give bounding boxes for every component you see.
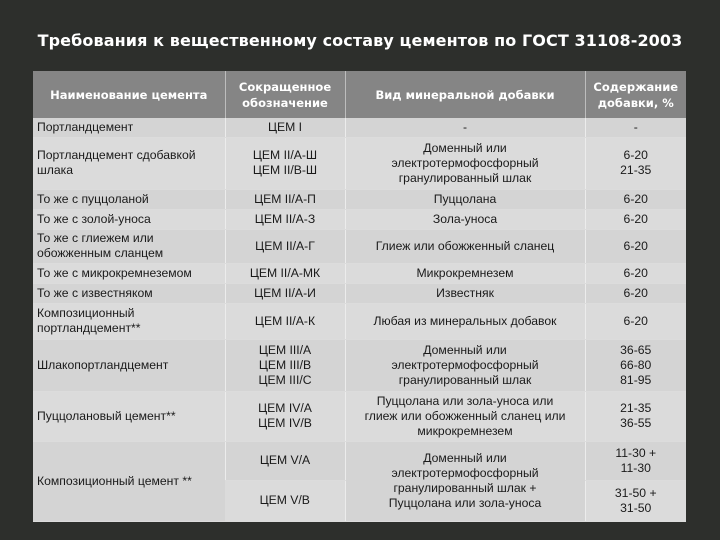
cell-additive-content: 11-30 + 11-30: [585, 441, 686, 480]
table-row: [33, 303, 686, 339]
table-row: [33, 283, 686, 303]
cell-abbreviation: ЦЕМ II/А-МК: [225, 263, 345, 283]
cell-abbreviation: ЦЕМ II/А-К: [225, 303, 345, 339]
cell-cement-name: Композиционный портландцемент**: [33, 303, 225, 339]
cell-additive-type: Пуццолана или зола-уноса или глиеж или обожженный сланец или микрокремнезем: [345, 391, 585, 441]
cell-cement-name: То же с микрокремнеземом: [33, 263, 225, 283]
cell-cement-name: Портландцемент сдобавкой шлака: [33, 137, 225, 189]
cell-additive-content: 31-50 + 31-50: [585, 480, 686, 521]
cell-additive-content: -: [585, 118, 686, 137]
header-abbreviation: Сокращенное обозначение: [225, 71, 345, 118]
table-row: [33, 189, 686, 209]
cell-cement-name: Пуццолановый цемент**: [33, 391, 225, 441]
header-cement-name: Наименование цемента: [33, 71, 225, 118]
cell-additive-content: 6-20: [585, 209, 686, 229]
cell-cement-name: Шлакопортландцемент: [33, 339, 225, 391]
cell-cement-name: То же с пуццоланой: [33, 189, 225, 209]
cell-additive-type: Доменный или электротермофосфорный гранулированный шлак: [345, 339, 585, 391]
table-row: [33, 339, 686, 391]
cell-cement-name: То же с глиежем или обожженным сланцем: [33, 229, 225, 263]
cell-additive-content: 6-20: [585, 303, 686, 339]
table-row: [33, 118, 686, 137]
cell-additive-content: 6-20 21-35: [585, 137, 686, 189]
cell-abbreviation: ЦЕМ V/А: [225, 441, 345, 480]
cell-additive-content: 6-20: [585, 229, 686, 263]
cell-additive-type: Пуццолана: [345, 189, 585, 209]
cell-additive-type: Любая из минеральных добавок: [345, 303, 585, 339]
cell-abbreviation: ЦЕМ I: [225, 118, 345, 137]
cell-abbreviation: ЦЕМ IV/А ЦЕМ IV/В: [225, 391, 345, 441]
cell-additive-type: Микрокремнезем: [345, 263, 585, 283]
cell-abbreviation: ЦЕМ V/В: [225, 480, 345, 521]
cell-abbreviation: ЦЕМ III/А ЦЕМ III/В ЦЕМ III/С: [225, 339, 345, 391]
cell-abbreviation: ЦЕМ II/А-Г: [225, 229, 345, 263]
cell-additive-type: Известняк: [345, 283, 585, 303]
cell-additive-type: -: [345, 118, 585, 137]
cell-additive-type: Глиеж или обожженный сланец: [345, 229, 585, 263]
cell-additive-content: 21-35 36-55: [585, 391, 686, 441]
table: [33, 71, 686, 522]
cell-additive-type: Доменный или электротермофосфорный гранулированный шлак: [345, 137, 585, 189]
cell-additive-content: 6-20: [585, 263, 686, 283]
cement-requirements-table: [33, 71, 686, 521]
header-additive-content: Содержание добавки, %: [585, 71, 686, 118]
cell-cement-name: Портландцемент: [33, 118, 225, 137]
page-title: Требования к вещественному составу цементов по ГОСТ 31108-2003: [37, 31, 683, 50]
table-row: [33, 441, 686, 480]
header-additive-type: Вид минеральной добавки: [345, 71, 585, 118]
table-row: [33, 391, 686, 441]
table-header-row: [33, 71, 686, 118]
cell-cement-name: Композиционный цемент **: [33, 441, 225, 521]
cell-additive-type: Зола-уноса: [345, 209, 585, 229]
table-row: [33, 263, 686, 283]
cell-abbreviation: ЦЕМ II/А-П: [225, 189, 345, 209]
cell-additive-content: 36-65 66-80 81-95: [585, 339, 686, 391]
cell-additive-type: Доменный или электротермофосфорный гранулированный шлак + Пуццолана или зола-уноса: [345, 441, 585, 521]
cell-abbreviation: ЦЕМ II/А-Ш ЦЕМ II/В-Ш: [225, 137, 345, 189]
cell-cement-name: То же с золой-уноса: [33, 209, 225, 229]
cell-cement-name: То же с известняком: [33, 283, 225, 303]
cell-additive-content: 6-20: [585, 189, 686, 209]
cell-abbreviation: ЦЕМ II/А-И: [225, 283, 345, 303]
table-row: [33, 229, 686, 263]
table-row: [33, 137, 686, 189]
cell-abbreviation: ЦЕМ II/А-З: [225, 209, 345, 229]
cell-additive-content: 6-20: [585, 283, 686, 303]
table-row: [33, 209, 686, 229]
